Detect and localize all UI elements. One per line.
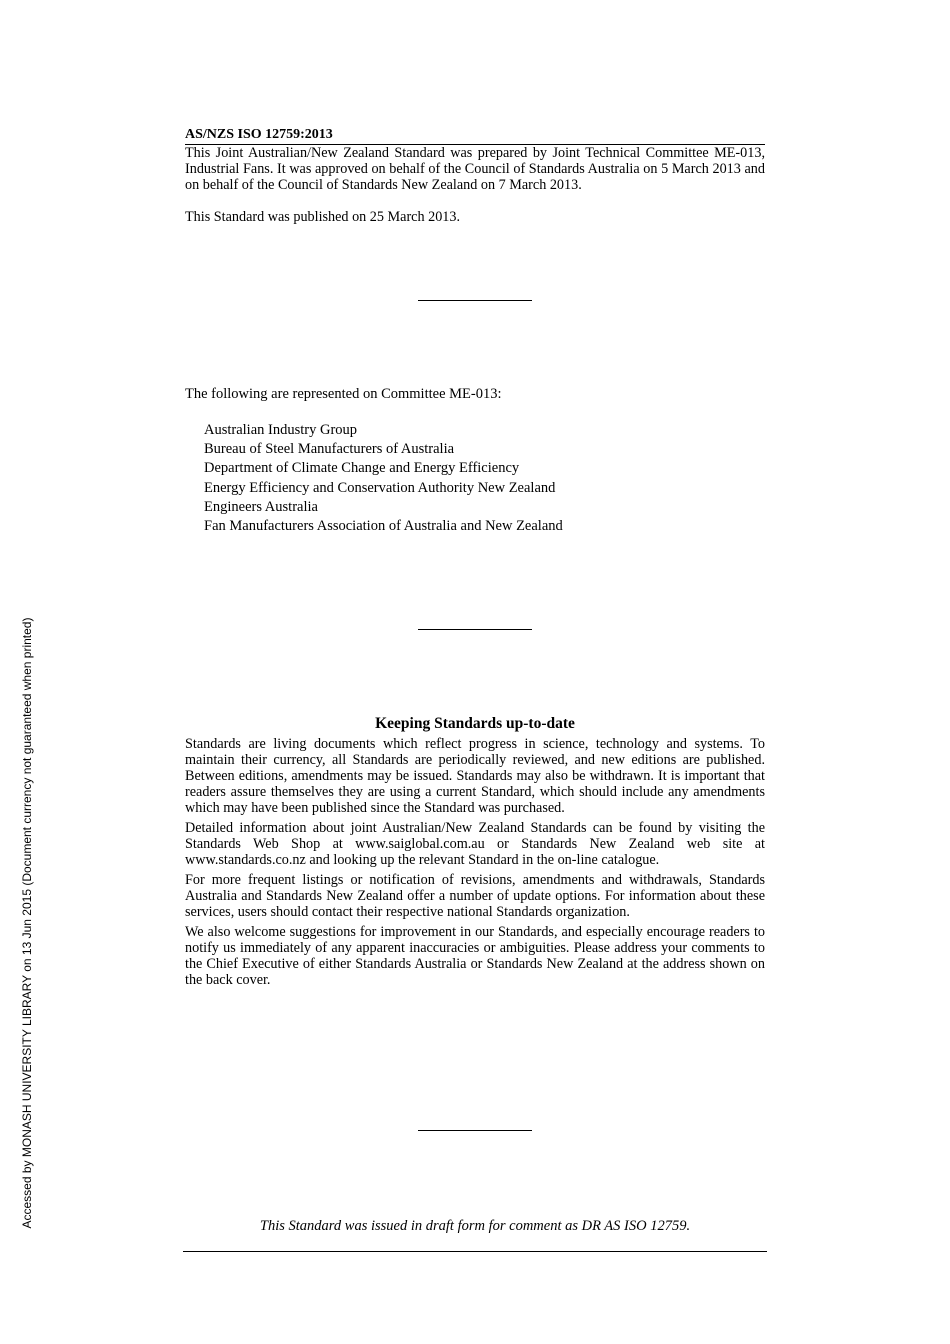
committee-member: Engineers Australia [204,498,318,515]
paragraph: For more frequent listings or notification of revisions, amendments and withdrawals, Standards Australia and Standards New Zealand offer a number of update options. For information about these services, users should contact their respective national Standards organization. [185,872,765,920]
committee-member: Energy Efficiency and Conservation Authority New Zealand [204,479,556,496]
draft-note: This Standard was issued in draft form for comment as DR AS ISO 12759. [259,1218,691,1234]
committee-member-list [204,421,563,536]
paragraph: Standards are living documents which reflect progress in science, technology and systems. To maintain their currency, all Standards are periodically reviewed, and new editions are published. Between editions, amendments may be issued. Standards may also be withdrawn. It is important that readers assure themselves they are using a current Standard, which should include any amendments which may have been published since the Standard was purchased. [185,736,765,816]
separator-rule [418,629,532,630]
footer-rule [183,1251,767,1252]
keeping-up-to-date-body [185,736,765,992]
access-watermark: Accessed by MONASH UNIVERSITY LIBRARY on 13 Jun 2015 (Document currency not guaranteed when printed) [20,617,34,1229]
paragraph: Detailed information about joint Australian/New Zealand Standards can be found by visiting the Standards Web Shop at www.saiglobal.com.au or Standards New Zealand web site at www.standards.co.nz and looking up the relevant Standard in the on-line catalogue. [185,820,765,868]
separator-rule [418,300,532,301]
standard-number: AS/NZS ISO 12759:2013 [185,126,765,145]
section-heading: Keeping Standards up-to-date [375,715,575,732]
committee-intro: The following are represented on Committee ME-013: [185,386,502,402]
committee-member: Bureau of Steel Manufacturers of Australia [204,441,455,458]
paragraph: We also welcome suggestions for improvement in our Standards, and especially encourage readers to notify us immediately of any apparent inaccuracies or ambiguities. Please address your comments to the Chief Executive of either Standards Australia or Standards New Zealand at the address shown on the back cover. [185,924,765,988]
committee-member: Australian Industry Group [204,422,358,438]
publication-date-statement: This Standard was published on 25 March 2013. [185,209,461,225]
preparation-statement: This Joint Australian/New Zealand Standard was prepared by Joint Technical Committee ME-013, Industrial Fans. It was approved on behalf of the Council of Standards Australia on 5 March 2013 and on behalf of the Council of Standards New Zealand on 7 March 2013. [185,145,765,193]
committee-member: Fan Manufacturers Association of Australia and New Zealand [204,517,563,534]
separator-rule [418,1130,532,1131]
committee-member: Department of Climate Change and Energy Efficiency [204,460,520,477]
